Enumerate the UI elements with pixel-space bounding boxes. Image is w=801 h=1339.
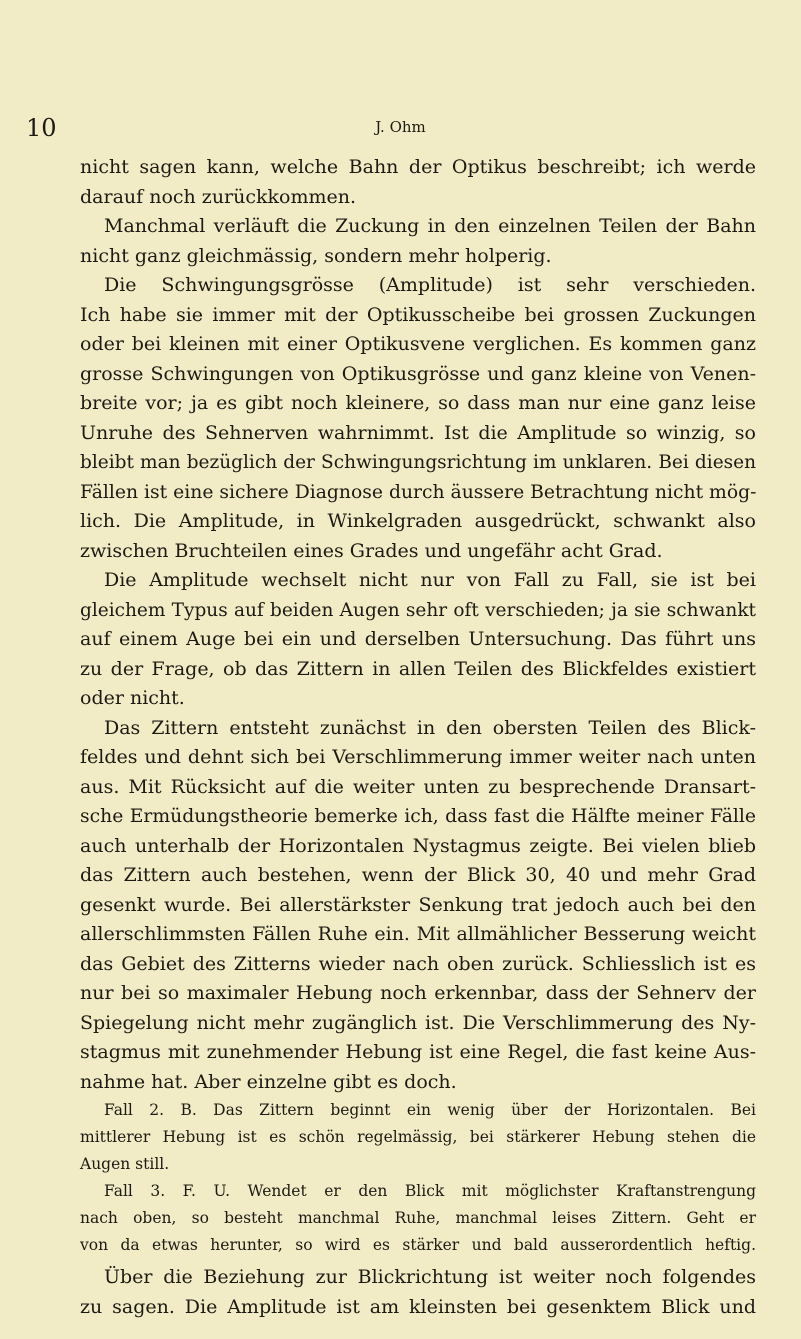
text-line: mittlerer Hebung ist es schön regelmässig, bei stärkerer Hebung stehen die xyxy=(80,1128,756,1146)
paragraph-3 xyxy=(80,271,756,566)
text-line: nicht sagen kann, welche Bahn der Optikus beschreibt; ich werde xyxy=(80,156,756,178)
text-line: nur bei so maximaler Hebung noch erkennbar, dass der Sehnerv der xyxy=(80,982,756,1004)
paragraph-5 xyxy=(80,714,756,1098)
text-line: aus. Mit Rücksicht auf die weiter unten zu besprechende Dransart- xyxy=(80,775,756,798)
text-line: Fall 2. B. Das Zittern beginnt ein wenig über der Horizontalen. Bei xyxy=(104,1101,756,1119)
text-line: von da etwas herunter, so wird es stärker und bald ausserordentlich heftig. xyxy=(80,1236,756,1254)
text-line: oder nicht. xyxy=(80,687,185,709)
text-line: Unruhe des Sehnerven wahrnimmt. Ist die Amplitude so winzig, so xyxy=(80,421,756,444)
text-line: Fällen ist eine sichere Diagnose durch äussere Betrachtung nicht mög- xyxy=(80,481,757,503)
text-line: Manchmal verläuft die Zuckung in den einzelnen Teilen der Bahn xyxy=(104,215,756,237)
text-line: auf einem Auge bei ein und derselben Untersuchung. Das führt uns xyxy=(80,628,756,650)
text-line: stagmus mit zunehmender Hebung ist eine Regel, die fast keine Aus- xyxy=(80,1041,756,1063)
text-line: Augen still. xyxy=(80,1155,170,1173)
text-line: Die Amplitude wechselt nicht nur von Fall zu Fall, sie ist bei xyxy=(104,569,756,591)
running-title: J. Ohm xyxy=(375,118,426,136)
text-line: grosse Schwingungen von Optikusgrösse und ganz kleine von Venen- xyxy=(80,362,756,385)
text-line: das Gebiet des Zitterns wieder nach oben zurück. Schliesslich ist es xyxy=(80,952,756,975)
text-line: Ich habe sie immer mit der Optikusscheibe bei grossen Zuckungen xyxy=(80,303,756,326)
case-reports xyxy=(80,1097,756,1259)
page-number: 10 xyxy=(26,114,57,142)
text-line: sche Ermüdungstheorie bemerke ich, dass fast die Hälfte meiner Fälle xyxy=(80,806,756,827)
text-line: auch unterhalb der Horizontalen Nystagmus zeigte. Bei vielen blieb xyxy=(80,834,756,857)
text-line: feldes und dehnt sich bei Verschlimmerung immer weiter nach unten xyxy=(80,746,756,768)
text-line: zu der Frage, ob das Zittern in allen Teilen des Blickfeldes existiert xyxy=(80,657,756,680)
text-line: lich. Die Amplitude, in Winkelgraden ausgedrückt, schwankt also xyxy=(80,510,756,532)
text-line: darauf noch zurückkommen. xyxy=(80,185,357,208)
text-line: zu sagen. Die Amplitude ist am kleinsten bei gesenktem Blick und xyxy=(80,1295,756,1318)
text-line: allerschlimmsten Fällen Ruhe ein. Mit allmählicher Besserung weicht xyxy=(80,923,756,945)
closing-paragraph xyxy=(80,1263,756,1322)
case-report-3 xyxy=(80,1178,756,1259)
text-line: nicht ganz gleichmässig, sondern mehr holperig. xyxy=(80,244,552,267)
text-line: nahme hat. Aber einzelne gibt es doch. xyxy=(80,1070,457,1093)
text-line: gleichem Typus auf beiden Augen sehr oft verschieden; ja sie schwankt xyxy=(80,599,756,621)
text-line: Die Schwingungsgrösse (Amplitude) ist sehr verschieden. xyxy=(104,274,756,296)
text-line: Fall 3. F. U. Wendet er den Blick mit möglichster Kraftanstrengung xyxy=(104,1182,756,1200)
text-line: bleibt man bezüglich der Schwingungsrichtung im unklaren. Bei diesen xyxy=(80,452,756,473)
paragraph-4 xyxy=(80,566,756,714)
text-line: Das Zittern entsteht zunächst in den obersten Teilen des Blick- xyxy=(104,716,756,739)
text-line: Spiegelung nicht mehr zugänglich ist. Die Verschlimmerung des Ny- xyxy=(80,1011,756,1034)
body-text xyxy=(80,153,756,1322)
paragraph-1 xyxy=(80,153,756,212)
text-line: zwischen Bruchteilen eines Grades und ungefähr acht Grad. xyxy=(80,539,663,562)
text-line: das Zittern auch bestehen, wenn der Blick 30, 40 und mehr Grad xyxy=(80,864,756,886)
text-line: gesenkt wurde. Bei allerstärkster Senkung trat jedoch auch bei den xyxy=(80,893,756,916)
text-line: nach oben, so besteht manchmal Ruhe, manchmal leises Zittern. Geht er xyxy=(80,1209,756,1227)
text-line: breite vor; ja es gibt noch kleinere, so dass man nur eine ganz leise xyxy=(80,392,756,414)
text-line: oder bei kleinen mit einer Optikusvene verglichen. Es kommen ganz xyxy=(80,333,756,355)
paragraph-2 xyxy=(80,212,756,271)
case-report-2 xyxy=(80,1097,756,1178)
text-line: Über die Beziehung zur Blickrichtung ist weiter noch folgendes xyxy=(104,1266,756,1288)
